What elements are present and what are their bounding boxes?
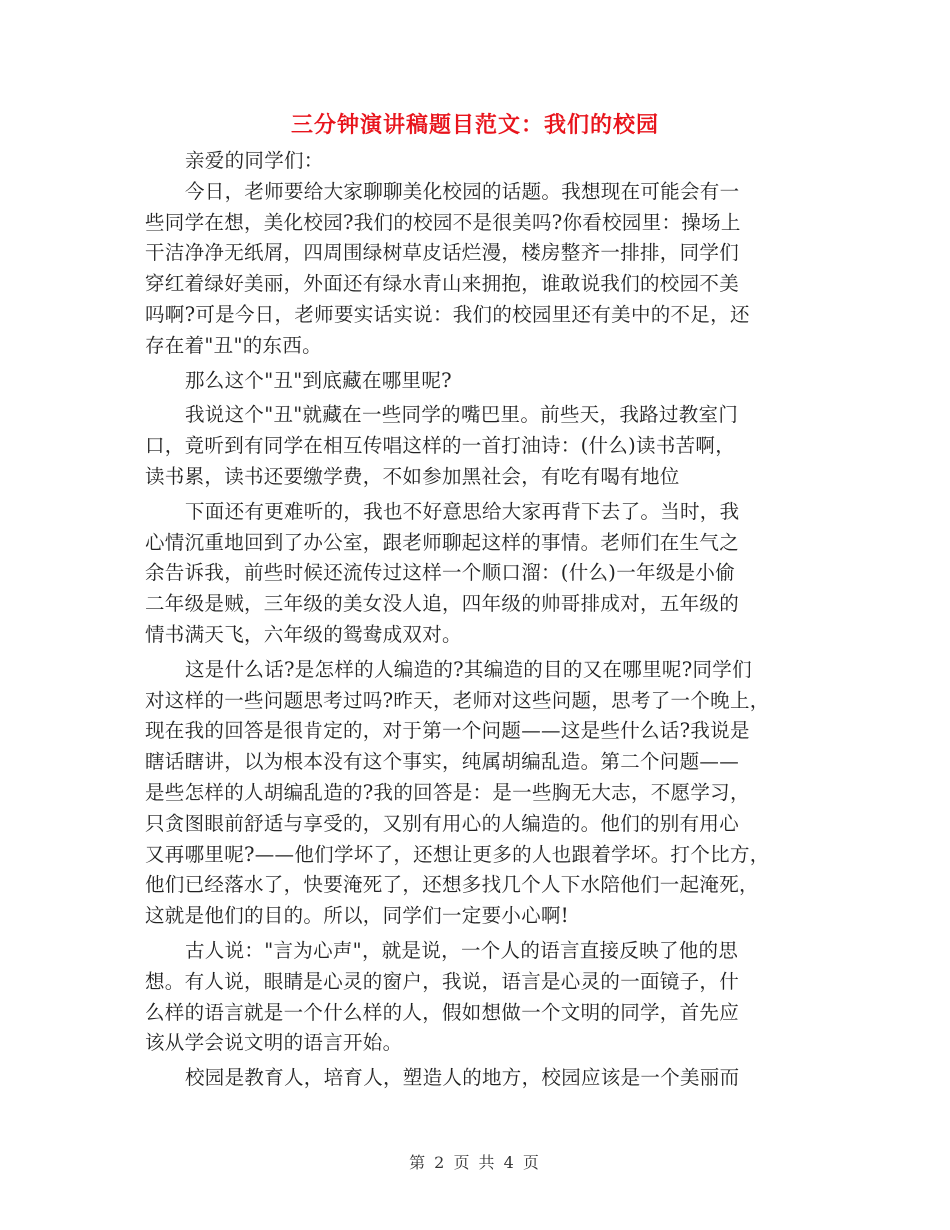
text-line: 存在着"丑"的东西。: [145, 333, 322, 357]
text-line: 只贪图眼前舒适与享受的，又别有用心的人编造的。他们的别有用心: [145, 811, 740, 835]
text-line: 么样的语言就是一个什么样的人，假如想做一个文明的同学，首先应: [145, 1000, 740, 1024]
text-line: 吗啊?可是今日，老师要实话实说：我们的校园里还有美中的不足，还: [145, 302, 750, 326]
text-line: 读书累，读书还要缴学费，不如参加黑社会，有吃有喝有地位: [145, 464, 680, 488]
text-line: 这就是他们的目的。所以，同学们一定要小心啊!: [145, 904, 569, 928]
text-line: 些同学在想，美化校园?我们的校园不是很美吗?你看校园里：操场上: [145, 210, 741, 234]
text-line: 又再哪里呢?——他们学坏了，还想让更多的人也跟着学坏。打个比方，: [145, 842, 770, 866]
text-line: 心情沉重地回到了办公室，跟老师聊起这样的事情。老师们在生气之: [145, 530, 740, 554]
document-body: [145, 146, 813, 1094]
text-line: 二年级是贼，三年级的美女没人追，四年级的帅哥排成对，五年级的: [145, 592, 740, 616]
text-line: 干洁净净无纸屑，四周围绿树草皮话烂漫，楼房整齐一排排，同学们: [145, 241, 740, 265]
text-line: 口，竟听到有同学在相互传唱这样的一首打油诗：(什么)读书苦啊，: [145, 434, 736, 458]
text-line: 是些怎样的人胡编乱造的?我的回答是：是一些胸无大志，不愿学习，: [145, 780, 750, 804]
text-line: 亲爱的同学们：: [185, 149, 324, 172]
text-line: 瞎话瞎讲，以为根本没有这个事实，纯属胡编乱造。第二个问题——: [145, 750, 740, 774]
text-line: 想。有人说，眼睛是心灵的窗户，我说，语言是心灵的一面镜子，什: [145, 969, 740, 993]
text-line: 校园是教育人，培育人，塑造人的地方，校园应该是一个美丽而: [185, 1066, 740, 1090]
text-line: 余告诉我，前些时候还流传过这样一个顺口溜：(什么)一年级是小偷: [145, 561, 736, 585]
text-line: 这是什么话?是怎样的人编造的?其编造的目的又在哪里呢?同学们: [185, 657, 752, 681]
text-line: 穿红着绿好美丽，外面还有绿水青山来拥抱，谁敢说我们的校园不美: [145, 272, 740, 296]
page-number-footer: 第 2 页 共 4 页: [409, 1153, 541, 1172]
text-line: 他们已经落水了，快要淹死了，还想多找几个人下水陪他们一起淹死，: [145, 873, 759, 897]
text-line: 该从学会说文明的语言开始。: [145, 1031, 403, 1055]
text-line: 那么这个"丑"到底藏在哪里呢?: [185, 368, 452, 392]
text-line: 古人说："言为心声"，就是说，一个人的语言直接反映了他的思: [185, 938, 739, 962]
document-title: 三分钟演讲稿题目范文：我们的校园: [290, 113, 659, 138]
text-line: 情书满天飞，六年级的鸳鸯成双对。: [145, 622, 462, 646]
text-line: 对这样的一些问题思考过吗?昨天，老师对这些问题，思考了一个晚上，: [145, 688, 770, 712]
text-line: 我说这个"丑"就藏在一些同学的嘴巴里。前些天，我路过教室门: [185, 403, 739, 427]
text-line: 今日，老师要给大家聊聊美化校园的话题。我想现在可能会有一: [185, 179, 740, 203]
text-line: 现在我的回答是很肯定的，对于第一个问题——这是些什么话?我说是: [145, 719, 750, 743]
text-line: 下面还有更难听的，我也不好意思给大家再背下去了。当时，我: [185, 499, 740, 523]
